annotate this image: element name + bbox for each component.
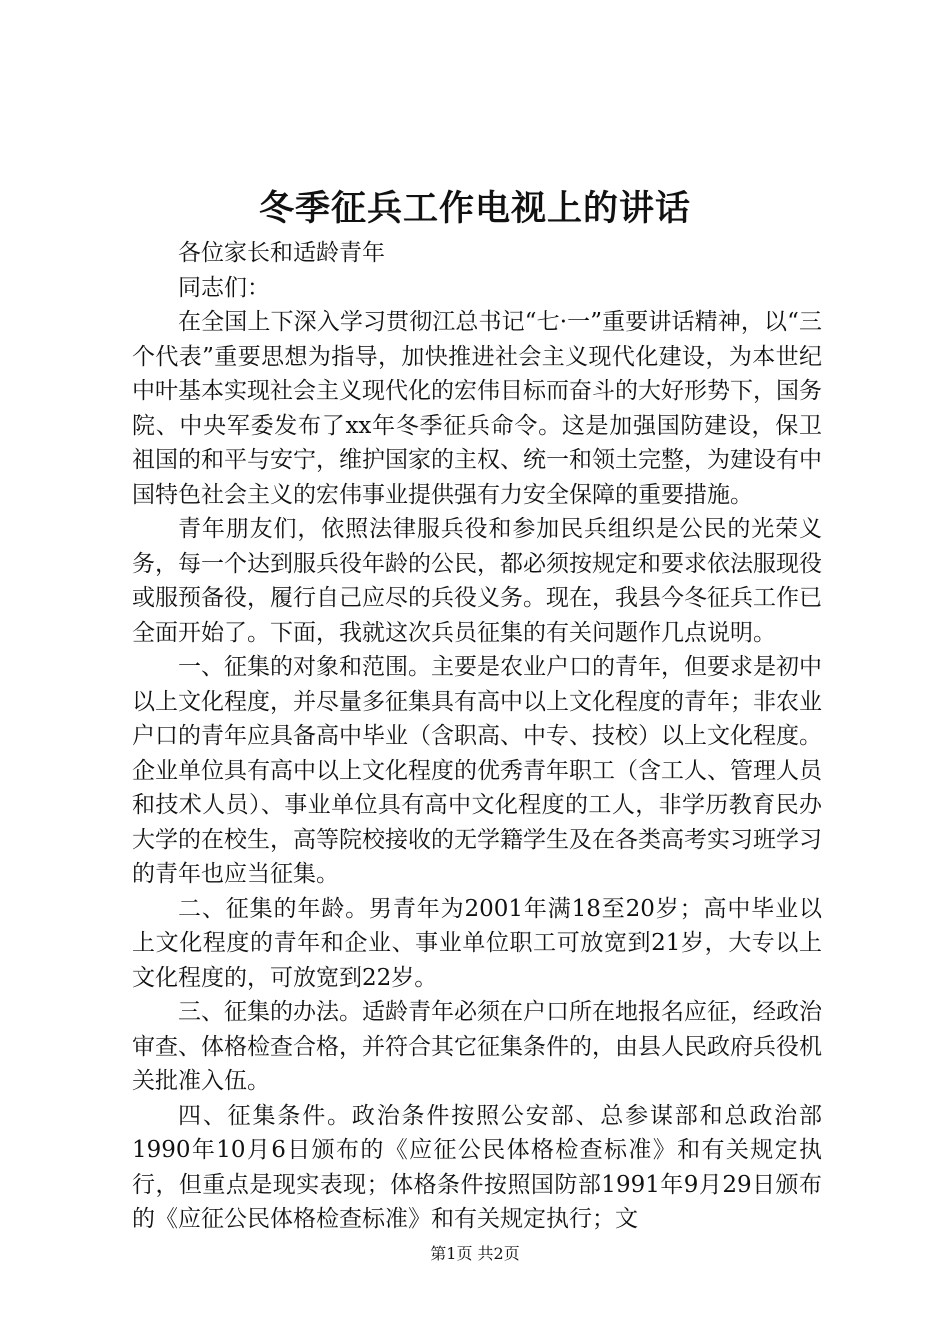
document-body: [132, 236, 822, 1237]
document-title: 冬季征兵工作电视上的讲话: [258, 188, 691, 229]
body-paragraph: 在全国上下深入学习贯彻江总书记“七·一”重要讲话精神，以“三个代表”重要思想为指导，加快推进社会主义现代化建设，为本世纪中叶基本实现社会主义现代化的宏伟目标而奋斗的大好形势下，国务院、中央军委发布了xx年冬季征兵命令。这是加强国防建设，保卫祖国的和平与安宁，维护国家的主权、统一和领土完整，为建设有中国特色社会主义的宏伟事业提供强有力安全保障的重要措施。: [132, 309, 822, 508]
body-paragraph: 青年朋友们，依照法律服兵役和参加民兵组织是公民的光荣义务，每一个达到服兵役年龄的公民，都必须按规定和要求依法服现役或服预备役，履行自己应尽的兵役义务。现在，我县今冬征兵工作已全面开始了。下面，我就这次兵员征集的有关问题作几点说明。: [132, 516, 822, 646]
body-paragraph: 四、征集条件。政治条件按照公安部、总参谋部和总政治部1990年10月6日颁布的《应征公民体格检查标准》和有关规定执行，但重点是现实表现；体格条件按照国防部1991年9月29日颁布的《应征公民体格检查标准》和有关规定执行；文: [132, 1102, 822, 1232]
body-paragraph: 二、征集的年龄。男青年为2001年满18至20岁；高中毕业以上文化程度的青年和企业、事业单位职工可放宽到21岁，大专以上文化程度的，可放宽到22岁。: [132, 895, 822, 991]
page-footer: 第1页 共2页: [430, 1244, 520, 1263]
salutation-line: 同志们：: [178, 274, 270, 301]
body-paragraph: 一、征集的对象和范围。主要是农业户口的青年，但要求是初中以上文化程度，并尽量多征集具有高中以上文化程度的青年；非农业户口的青年应具备高中毕业（含职高、中专、技校）以上文化程度。企业单位具有高中以上文化程度的优秀青年职工（含工人、管理人员和技术人员）、事业单位具有高中文化程度的工人，非学历教育民办大学的在校生，高等院校接收的无学籍学生及在各类高考实习班学习的青年也应当征集。: [132, 654, 822, 887]
salutation-line: 各位家长和适龄青年: [178, 240, 385, 266]
body-paragraph: 三、征集的办法。适龄青年必须在户口所在地报名应征，经政治审查、体格检查合格，并符合其它征集条件的，由县人民政府兵役机关批准入伍。: [132, 999, 822, 1094]
